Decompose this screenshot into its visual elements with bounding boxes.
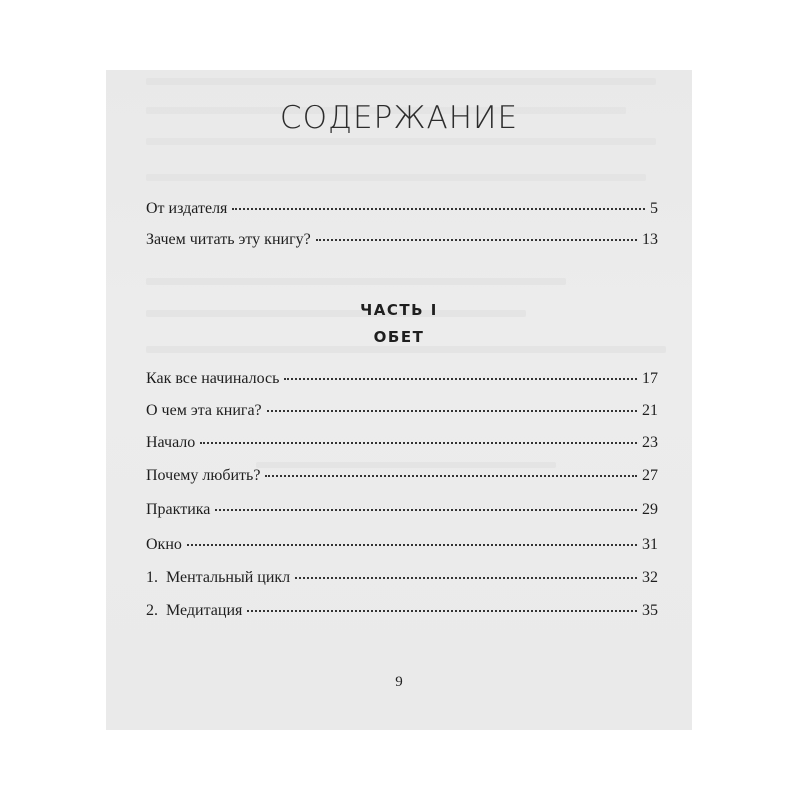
- show-through-line: [146, 174, 646, 181]
- toc-entry-chapter[interactable]: [146, 536, 658, 560]
- show-through-line: [146, 138, 656, 145]
- toc-entry-page: 27: [642, 467, 658, 484]
- page-number: 9: [395, 674, 403, 690]
- dot-leader: [187, 544, 637, 546]
- toc-entry-page: 29: [642, 501, 658, 518]
- toc-entry-label: Практика: [146, 501, 211, 518]
- dot-leader: [232, 208, 645, 210]
- page-title: СОДЕРЖАНИЕ: [279, 100, 519, 136]
- dot-leader: [215, 509, 637, 511]
- dot-leader: [284, 378, 637, 380]
- toc-entry-subchapter[interactable]: [146, 569, 658, 593]
- toc-entry-page: 5: [650, 200, 658, 217]
- toc-entry-label: Окно: [146, 536, 182, 553]
- toc-entry-label: 2. Медитация: [146, 602, 243, 619]
- toc-entry-page: 21: [642, 402, 658, 419]
- toc-entry-chapter[interactable]: [146, 402, 658, 426]
- toc-entry-chapter[interactable]: [146, 501, 658, 525]
- dot-leader: [316, 239, 637, 241]
- show-through-line: [146, 278, 566, 285]
- toc-entry-page: 32: [642, 569, 658, 586]
- toc-entry-publisher[interactable]: [146, 200, 658, 224]
- dot-leader: [200, 442, 637, 444]
- toc-entry-page: 17: [642, 370, 658, 387]
- toc-entry-label: О чем эта книга?: [146, 402, 262, 419]
- dot-leader: [265, 475, 637, 477]
- part-number: ЧАСТЬ I: [360, 301, 438, 319]
- show-through-line: [146, 346, 666, 353]
- toc-entry-label: Зачем читать эту книгу?: [146, 231, 311, 248]
- toc-entry-page: 35: [642, 602, 658, 619]
- show-through-line: [146, 78, 656, 85]
- book-page: [106, 70, 692, 730]
- toc-entry-label: Как все начиналось: [146, 370, 280, 387]
- toc-entry-label: От издателя: [146, 200, 228, 217]
- part-name: ОБЕТ: [373, 328, 425, 346]
- toc-entry-why-read[interactable]: [146, 231, 658, 255]
- toc-entry-label: Почему любить?: [146, 467, 261, 484]
- toc-entry-page: 23: [642, 434, 658, 451]
- dot-leader: [295, 577, 637, 579]
- toc-entry-page: 31: [642, 536, 658, 553]
- toc-entry-chapter[interactable]: [146, 434, 658, 458]
- toc-entry-label: 1. Ментальный цикл: [146, 569, 291, 586]
- dot-leader: [267, 410, 637, 412]
- dot-leader: [247, 610, 637, 612]
- toc-entry-page: 13: [642, 231, 658, 248]
- toc-entry-subchapter[interactable]: [146, 602, 658, 626]
- toc-entry-label: Начало: [146, 434, 196, 451]
- toc-entry-chapter[interactable]: [146, 467, 658, 491]
- toc-entry-chapter[interactable]: [146, 370, 658, 394]
